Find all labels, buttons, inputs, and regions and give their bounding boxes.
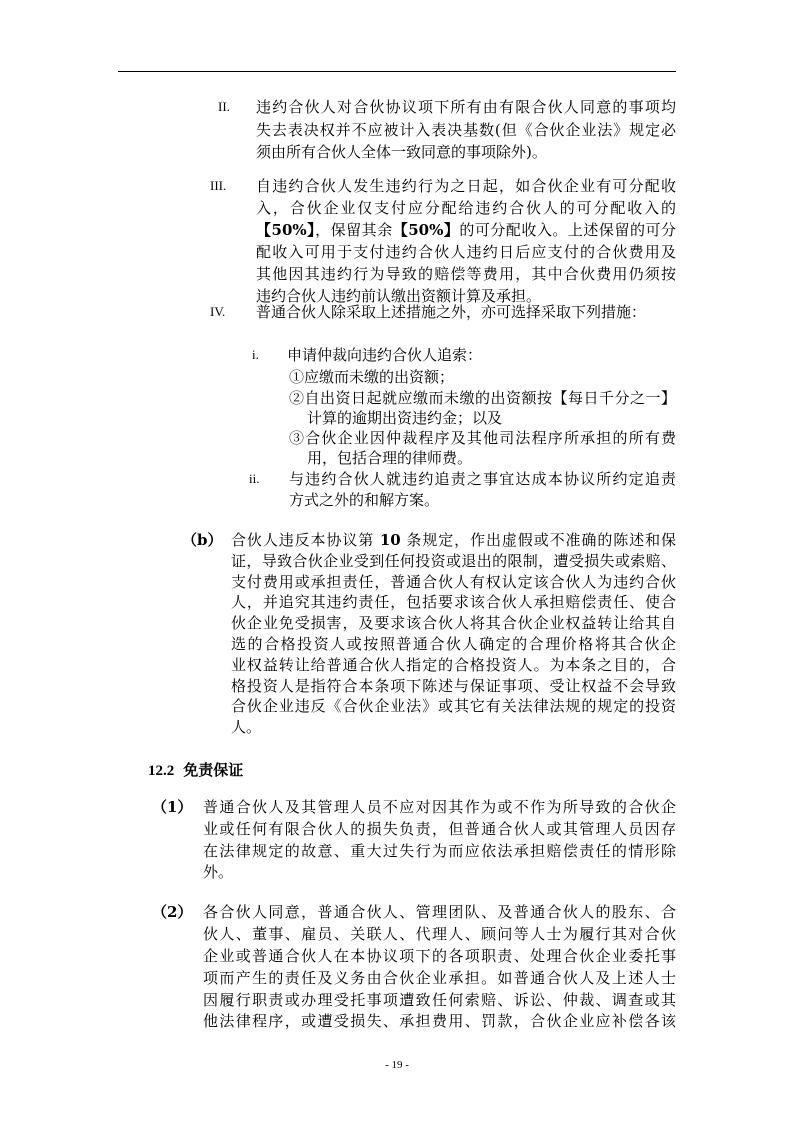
clause-b-marker: （b） bbox=[182, 531, 223, 549]
clause-b-line: 支付费用或承担责任，普通合伙人有权认定该合伙人为违约合伙 bbox=[231, 573, 676, 591]
clause-1-line: 普通合伙人及其管理人员不应对因其作为或不作为所导致的合伙企 bbox=[203, 798, 676, 816]
text-segment: 条规定，作出虚假或不准确的陈述和保 bbox=[400, 531, 676, 549]
item-iv-marker: IV. bbox=[210, 304, 226, 319]
bold-percentage: 【50%】 bbox=[392, 221, 460, 239]
item-iii-line: 违约合伙人违约前认缴出资额计算及承担。 bbox=[256, 287, 542, 305]
item-iii-marker: III. bbox=[210, 178, 227, 193]
item-iii-line: 配收入可用于支付违约合伙人违约日后应支付的合伙费用及 bbox=[256, 243, 676, 261]
section-number: 12.2 bbox=[148, 763, 175, 779]
section-title: 免责保证 bbox=[183, 761, 244, 779]
text-segment: 的可分配收入。上述保留的可分 bbox=[459, 221, 676, 239]
item-iii-line bbox=[256, 220, 676, 240]
bold-percentage: 【50%】 bbox=[256, 221, 316, 239]
item-iii-line: 自违约合伙人发生违约行为之日起，如合伙企业有可分配收 bbox=[256, 177, 676, 195]
page-number: - 19 - bbox=[385, 1059, 409, 1071]
clause-b-line: 证，导致合伙企业受到任何投资或退出的限制，遭受损失或索赔、 bbox=[231, 552, 676, 570]
item-ii-line: 失去表决权并不应被计入表决基数(但《合伙企业法》规定必 bbox=[256, 121, 676, 139]
clause-b-line: 人。 bbox=[231, 718, 262, 736]
clause-b-line: 业权益转让给普通合伙人指定的合格投资人。为本条之目的，合 bbox=[231, 656, 676, 674]
sub-i-marker: i. bbox=[252, 347, 259, 362]
sub-i-point-line: 用，包括合理的律师费。 bbox=[307, 449, 473, 467]
item-iv-line: 普通合伙人除采取上述措施之外，亦可选择采取下列措施： bbox=[256, 303, 647, 321]
clause-2-line: 各合伙人同意，普通合伙人、管理团队、及普通合伙人的股东、合 bbox=[203, 903, 676, 921]
sub-i-point-line: ②自出资日起就应缴而未缴的出资额按【每日千分之一】 bbox=[289, 389, 676, 407]
clause-2-line: 因履行职责或办理受托事项遭致任何索赔、诉讼、仲裁、调查或其 bbox=[203, 991, 676, 1009]
article-number: 10 bbox=[379, 531, 401, 549]
sub-i-point-line: ③合伙企业因仲裁程序及其他司法程序所承担的所有费 bbox=[289, 429, 676, 447]
clause-2-line: 项而产生的责任及义务由合伙企业承担。如普通合伙人及上述人士 bbox=[203, 969, 676, 987]
clause-2-line: 他法律程序，或遭受损失、承担费用、罚款，合伙企业应补偿各该 bbox=[203, 1012, 676, 1030]
clause-2-line: 伙人、董事、雇员、关联人、代理人、顾问等人士为履行其对合伙 bbox=[203, 925, 676, 943]
sub-i-point-line: 计算的逾期出资违约金；以及 bbox=[307, 409, 503, 427]
section-heading bbox=[148, 760, 243, 780]
clause-b-line bbox=[231, 530, 676, 550]
text-segment: 合伙人违反本协议第 bbox=[231, 531, 380, 549]
clause-b-line: 选的合格投资人或按照普通合伙人确定的合理价格将其合伙企 bbox=[231, 635, 676, 653]
clause-b-line: 合伙企业违反《合伙企业法》或其它有关法律法规的规定的投资 bbox=[231, 697, 676, 715]
clause-1-line: 外。 bbox=[203, 863, 234, 881]
sub-ii-marker: ii. bbox=[249, 471, 260, 486]
sub-i-point-line: ①应缴而未缴的出资额； bbox=[289, 368, 455, 386]
item-ii-marker: II. bbox=[218, 99, 230, 114]
item-ii-line: 违约合伙人对合伙协议项下所有由有限合伙人同意的事项均 bbox=[256, 98, 676, 116]
clause-1-line: 业或任何有限合伙人的损失负责，但普通合伙人或其管理人员因存 bbox=[203, 820, 676, 838]
clause-b-line: 伙企业免受损害，及要求该合伙人将其合伙企业权益转让给其自 bbox=[231, 614, 676, 632]
text-segment: ，保留其余 bbox=[315, 221, 393, 239]
clause-2-marker: （2） bbox=[152, 903, 193, 921]
clause-1-line: 在法律规定的故意、重大过失行为而应依法承担赔偿责任的情形除 bbox=[203, 842, 676, 860]
clause-b-line: 格投资人是指符合本条项下陈述与保证事项、受让权益不会导致 bbox=[231, 677, 676, 695]
clause-b-line: 人，并追究其违约责任，包括要求该合伙人承担赔偿责任、使合 bbox=[231, 593, 676, 611]
clause-1-marker: （1） bbox=[152, 798, 193, 816]
clause-2-line: 企业或普通合伙人在本协议项下的各项职责、处理合伙企业委托事 bbox=[203, 947, 676, 965]
sub-ii-line: 与违约合伙人就违约追责之事宜达成本协议所约定追责 bbox=[289, 470, 676, 488]
sub-ii-line: 方式之外的和解方案。 bbox=[289, 491, 440, 509]
item-ii-line: 须由所有合伙人全体一致同意的事项除外)。 bbox=[256, 143, 547, 161]
header-rule bbox=[118, 71, 676, 72]
item-iii-line: 其他因其违约行为导致的赔偿等费用，其中合伙费用仍须按 bbox=[256, 265, 676, 283]
item-iii-line: 入，合伙企业仅支付应分配给违约合伙人的可分配收入的 bbox=[256, 199, 676, 217]
sub-i-intro: 申请仲裁向违约合伙人追索： bbox=[287, 346, 483, 364]
